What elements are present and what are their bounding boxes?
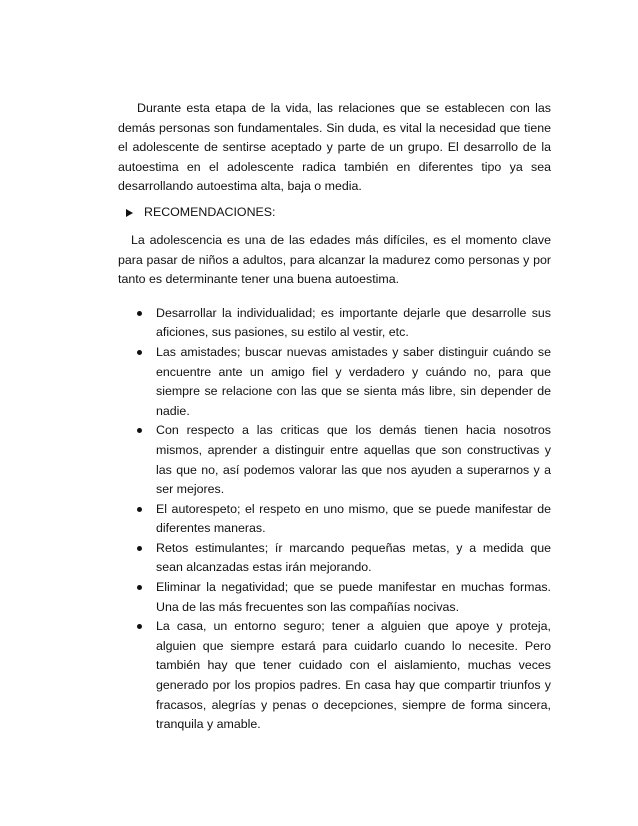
arrow-bullet-icon xyxy=(126,209,133,217)
list-item-text: Retos estimulantes; ír marcando pequeñas metas, y a medida que sean alcanzadas estas irán mejorando. xyxy=(156,540,551,575)
recommendations-heading-text: RECOMENDACIONES: xyxy=(144,204,276,219)
list-item-text: Desarrollar la individualidad; es importante dejarle que desarrolle sus aficiones, sus pasiones, su estilo al vestir, etc. xyxy=(156,305,551,340)
list-item-text: Las amistades; buscar nuevas amistades y saber distinguir cuándo se encuentre ante un amigo fiel y verdadero y cuándo no, para que siempre se relacione con las que se sienta más libre, sin depender de nadie. xyxy=(156,344,551,418)
list-item xyxy=(118,500,551,539)
intro-paragraph: Durante esta etapa de la vida, las relaciones que se establecen con las demás personas son fundamentales. Sin duda, es vital la necesidad que tiene el adolescente de sentirse aceptado y parte de un grupo. El desarrollo de la autoestima en el adolescente radica también en diferentes tipo ya sea desarrollando autoestima alta, baja o media. xyxy=(118,101,551,194)
list-item-text: Eliminar la negatividad; que se puede manifestar en muchas formas. Una de las más frecuentes son las compañías nocivas. xyxy=(156,580,551,614)
recommendations-list xyxy=(118,304,551,735)
bullet-icon xyxy=(137,585,142,590)
bullet-icon xyxy=(137,428,142,433)
bullet-icon xyxy=(137,311,142,316)
bullet-icon xyxy=(137,624,142,629)
list-item-text: La casa, un entorno seguro; tener a alguien que apoye y proteja, alguien que siempre estará para cuidarlo cuando lo necesite. Pero también hay que tener cuidado con el aislamiento, muchas veces generado por los propios padres. En casa hay que compartir triunfos y fracasos, alegrías y penas o decepciones, siempre de forma sincera, tranquila y amable. xyxy=(156,619,551,732)
list-item xyxy=(118,343,551,421)
recommendations-heading xyxy=(118,203,551,223)
list-item-text: El autorespeto; el respeto en uno mismo, que se puede manifestar de diferentes maneras. xyxy=(156,501,551,536)
list-item xyxy=(118,304,551,343)
document-page xyxy=(118,99,551,735)
list-item xyxy=(118,539,551,578)
list-item xyxy=(118,421,551,499)
list-item xyxy=(118,578,551,617)
bullet-icon xyxy=(137,507,142,512)
bullet-icon xyxy=(137,350,142,355)
list-item-text: Con respecto a las criticas que los demás tienen hacia nosotros mismos, aprender a distinguir entre aquellas que son constructivas y las que no, así podemos valorar las que nos ayuden a superarnos y a ser mejores. xyxy=(156,423,551,497)
list-item xyxy=(118,617,551,735)
second-paragraph: La adolescencia es una de las edades más difíciles, es el momento clave para pasar de niños a adultos, para alcanzar la madurez como personas y por tanto es determinante tener una buena autoestima. xyxy=(118,232,551,287)
bullet-icon xyxy=(137,546,142,551)
